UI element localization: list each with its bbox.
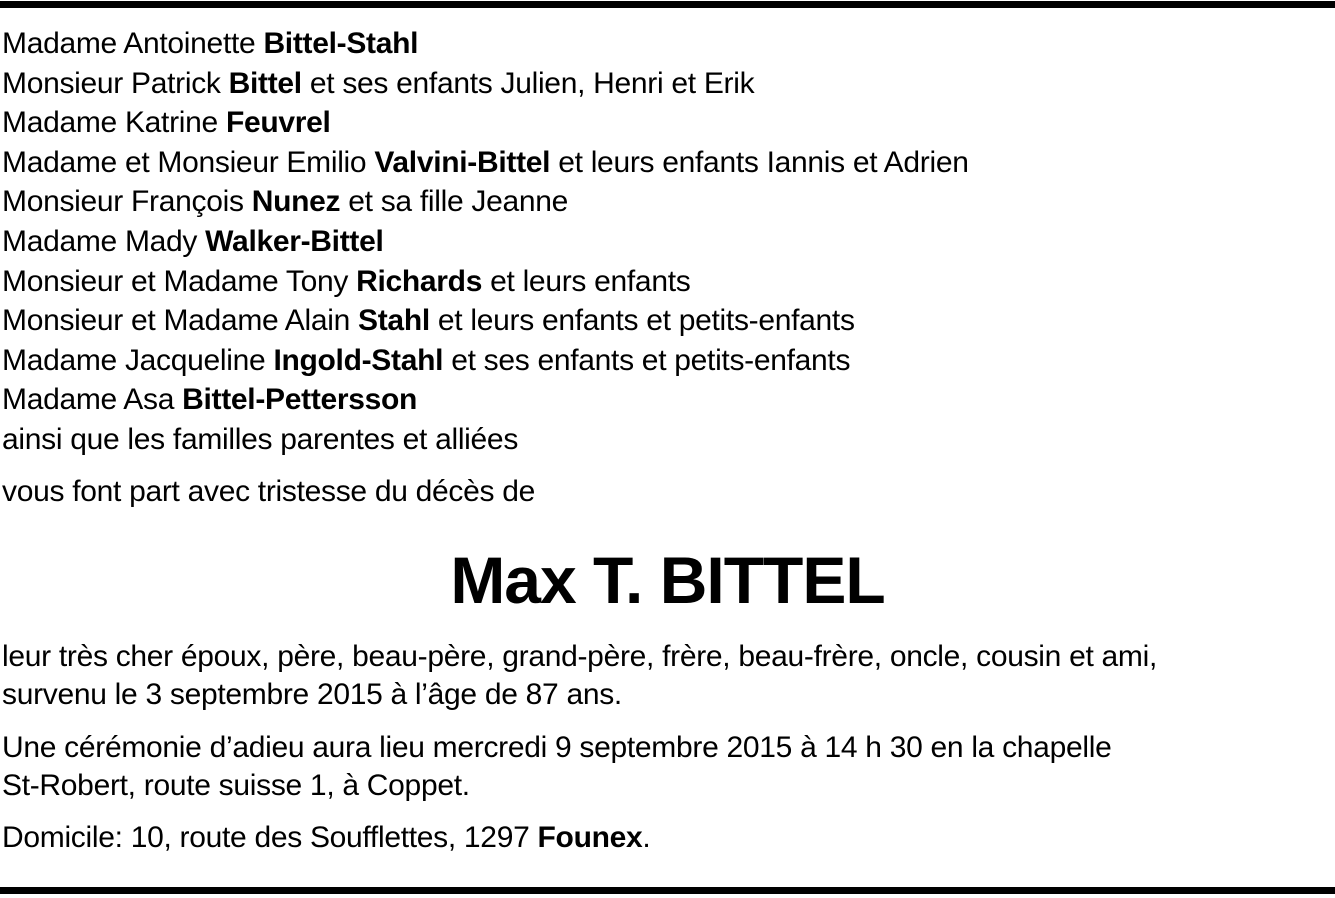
top-rule [0,1,1335,8]
domicile-address: Domicile: 10, route des Soufflettes, 1297 [2,821,538,854]
mourner-given-name: Monsieur François [2,185,252,219]
mourner-given-name: Monsieur Patrick [2,66,229,100]
mourner-line [2,143,1332,183]
mourner-line [2,222,1332,262]
mourner-family-name: Richards [356,264,483,298]
mourner-line [2,103,1332,143]
mourner-line [2,341,1332,381]
mourner-note: et leurs enfants et petits-enfants [429,304,855,338]
ceremony-line-1: Une cérémonie d’adieu aura lieu mercredi 9 septembre 2015 à 14 h 30 en la chapelle [2,731,1112,764]
domicile-line [2,819,1334,857]
mourner-given-name: Madame et Monsieur Emilio [2,145,375,179]
mourner-note: et leurs enfants [482,264,691,298]
domicile-town: Founex [537,821,643,854]
mourner-note: et ses enfants Julien, Henri et Erik [301,66,755,100]
mourner-given-name: Madame Mady [2,224,206,258]
mourner-line [2,182,1332,222]
mourner-family-name: Bittel-Pettersson [182,383,418,417]
mourner-family-name: Walker-Bittel [205,224,384,258]
mourner-given-name: Madame Jacqueline [2,343,274,377]
mourner-line [2,301,1332,341]
mourner-family-name: Bittel-Stahl [263,27,419,60]
families-line [2,420,1332,460]
mourner-given-name: Madame Katrine [2,106,226,140]
mourner-family-name: Valvini-Bittel [374,145,551,179]
mourner-note: et sa fille Jeanne [340,185,569,219]
mourner-line [2,64,1332,104]
mourner-given-name: Monsieur et Madame Alain [2,304,359,338]
mourner-line [2,262,1332,302]
announcement-intro: vous font part avec tristesse du décès de [2,475,536,508]
mourner-given-name: Monsieur et Madame Tony [2,264,357,298]
deceased-name: Max T. BITTEL [450,543,885,617]
mourner-note: et leurs enfants Iannis et Adrien [550,145,969,179]
mourner-family-name: Feuvrel [225,106,331,140]
domicile-end: . [642,821,651,854]
mourner-note: et ses enfants et petits-enfants [443,343,851,377]
mourner-family-name: Ingold-Stahl [273,343,444,377]
mourner-family-name: Stahl [358,304,430,338]
mourner-family-name: Nunez [251,185,341,219]
description-paragraph [2,638,1334,714]
families-text: ainsi que les familles parentes et alliées [2,422,519,456]
description-line-2: survenu le 3 septembre 2015 à l’âge de 87 ans. [2,678,622,711]
mourner-line [2,380,1332,420]
description-line-1: leur très cher époux, père, beau-père, grand-père, frère, beau-frère, oncle, cousin et ami, [2,640,1158,673]
mourner-line [2,24,1332,64]
bottom-rule [0,887,1335,894]
mourner-family-name: Bittel [228,66,302,100]
mourner-given-name: Madame Asa [2,383,183,417]
ceremony-paragraph [2,729,1334,805]
mourner-given-name: Madame Antoinette [2,27,264,60]
mourners-list [2,24,1332,460]
ceremony-line-2: St-Robert, route suisse 1, à Coppet. [2,769,470,802]
domicile-paragraph [2,819,1334,857]
